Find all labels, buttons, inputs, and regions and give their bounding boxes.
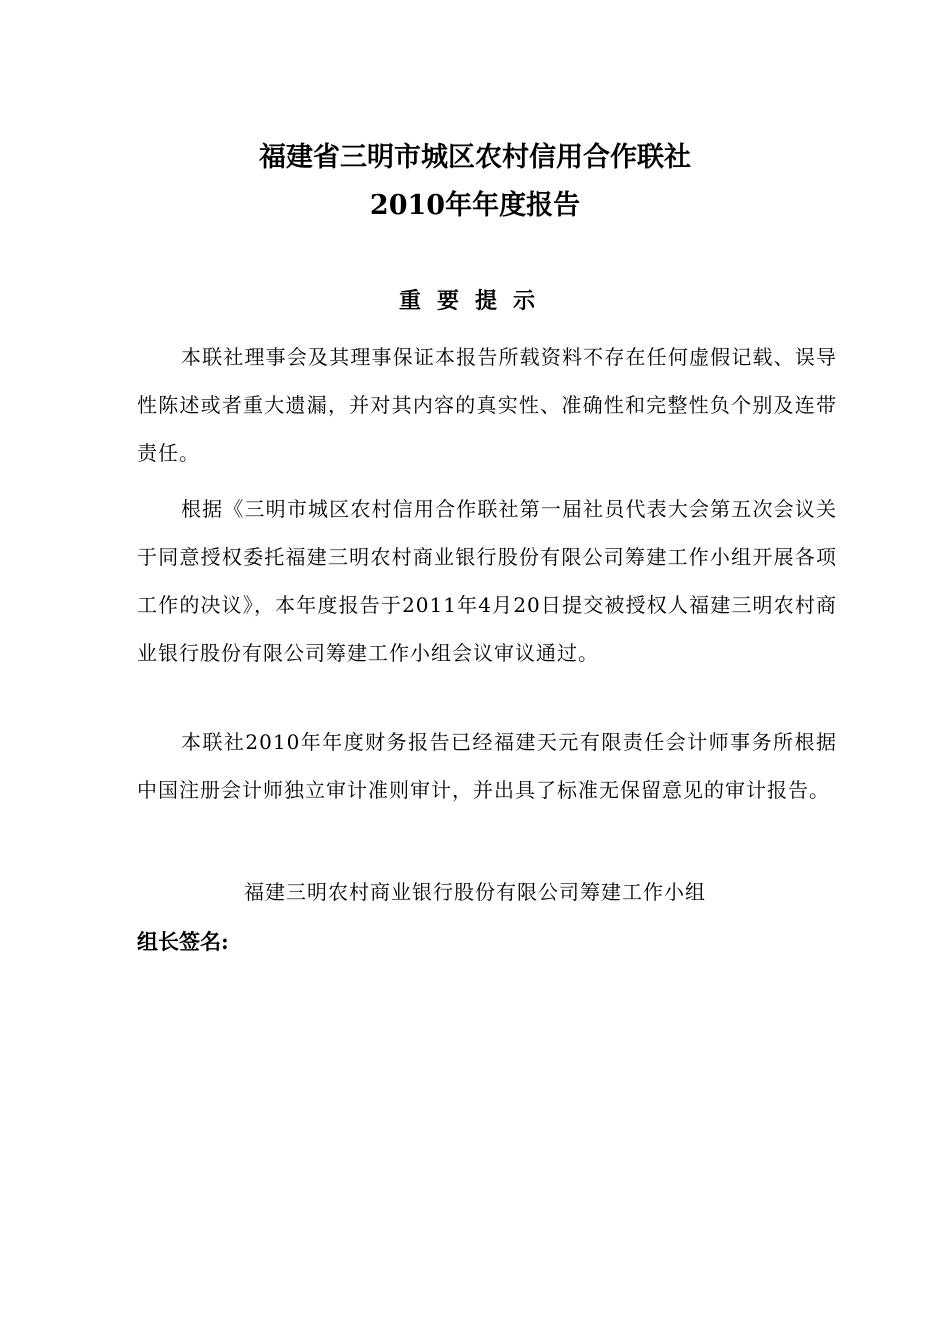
- paragraph-authorization: 根据《三明市城区农村信用合作联社第一届社员代表大会第五次会议关于同意授权委托福建三明农村商业银行股份有限公司筹建工作小组开展各项工作的决议》，本年度报告于2011年4月20日提交被授权人福建三明农村商业银行股份有限公司筹建工作小组会议审议通过。: [137, 497, 837, 665]
- paragraph-board-guarantee: 本联社理事会及其理事保证本报告所载资料不存在任何虚假记载、误导性陈述或者重大遗漏，并对其内容的真实性、准确性和完整性负个别及连带责任。: [137, 345, 837, 465]
- section-heading: 重要提示: [398, 288, 551, 314]
- document-subtitle: 2010年年度报告: [369, 190, 581, 221]
- signature-label: 组长签名:: [137, 929, 229, 954]
- paragraph-audit: 本联社2010年年度财务报告已经福建天元有限责任会计师事务所根据中国注册会计师独立审计准则审计，并出具了标准无保留意见的审计报告。: [137, 730, 837, 802]
- organization-name: 福建三明农村商业银行股份有限公司筹建工作小组: [244, 880, 706, 904]
- document-title: 福建省三明市城区农村信用合作联社: [259, 142, 691, 173]
